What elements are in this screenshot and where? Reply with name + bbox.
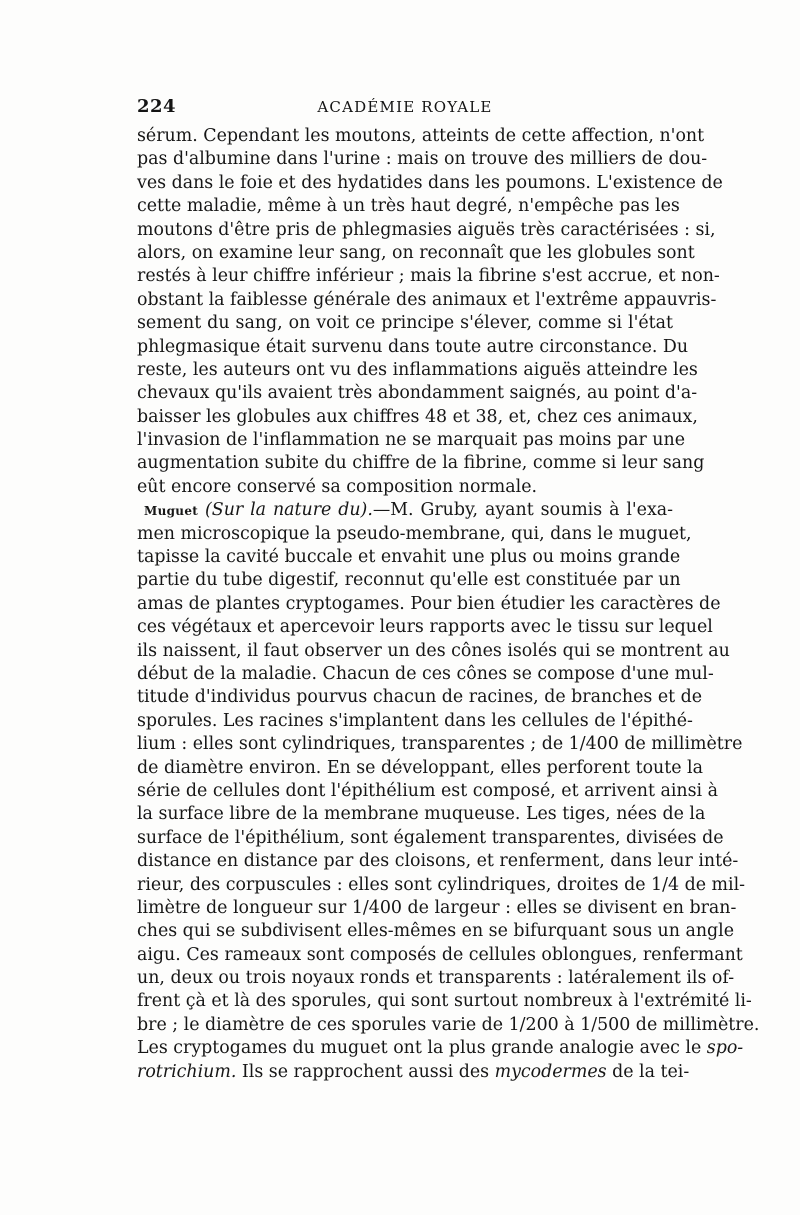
text-line: eût encore conservé sa composition normale. xyxy=(137,476,538,497)
page-header xyxy=(137,96,673,120)
text-line: bre ; le diamètre de ces sporules varie de 1/200 à 1/500 de millimètre. xyxy=(137,1014,760,1035)
text-line: partie du tube digestif, reconnut qu'elle est constituée par un xyxy=(137,570,681,591)
italic-term: spo- xyxy=(706,1038,744,1059)
italic-term: rotrichium. xyxy=(137,1061,237,1082)
text-line: pas d'albumine dans l'urine : mais on trouve des milliers de dou- xyxy=(137,149,708,170)
text-fragment: Ils se rapprochent aussi des xyxy=(236,1061,495,1082)
text-line: amas de plantes cryptogames. Pour bien étudier les caractères de xyxy=(137,593,721,614)
text-line: moutons d'être pris de phlegmasies aiguës très caractérisées : si, xyxy=(137,219,716,240)
text-line: sporules. Les racines s'implantent dans les cellules de l'épithé- xyxy=(137,710,693,731)
text-line: reste, les auteurs ont vu des inflammations aiguës atteindre les xyxy=(137,359,698,380)
text-line xyxy=(137,1061,690,1084)
text-line: aigu. Ces rameaux sont composés de cellules oblongues, renfermant xyxy=(137,944,743,965)
text-line: sérum. Cependant les moutons, atteints de cette affection, n'ont xyxy=(137,126,705,146)
text-line: ces végétaux et apercevoir leurs rapports avec le tissu sur lequel xyxy=(137,617,713,638)
text-line: obstant la faiblesse générale des animaux et l'extrême appauvris- xyxy=(137,289,717,310)
text-line: augmentation subite du chiffre de la fibrine, comme si leur sang xyxy=(137,453,705,474)
body-text xyxy=(137,125,760,1084)
text-line: lium : elles sont cylindriques, transparentes ; de 1/400 de millimètre xyxy=(137,734,743,755)
italic-term: mycodermes xyxy=(494,1061,607,1082)
text-line: baisser les globules aux chiffres 48 et 38, et, chez ces animaux, xyxy=(137,406,698,427)
text-line: rieur, des corpuscules : elles sont cylindriques, droites de 1/4 de mil- xyxy=(137,874,746,895)
text-line: surface de l'épithélium, sont également transparentes, divisées de xyxy=(137,827,724,848)
page-number: 224 xyxy=(137,96,177,117)
section-heading-word: Muguet xyxy=(144,504,199,519)
text-line: sement du sang, on voit ce principe s'élever, comme si l'état xyxy=(137,313,673,334)
running-title: ACADÉMIE ROYALE xyxy=(317,98,493,116)
text-line: men microscopique la pseudo-membrane, qui, dans le muguet, xyxy=(137,523,692,544)
text-line: phlegmasique était survenu dans toute autre circonstance. Du xyxy=(137,336,689,357)
text-line: série de cellules dont l'épithélium est composé, et arrivent ainsi à xyxy=(137,780,719,801)
text-line: restés à leur chiffre inférieur ; mais la fibrine s'est accrue, et non- xyxy=(137,266,720,287)
text-line: un, deux ou trois noyaux ronds et transparents : latéralement ils of- xyxy=(137,968,735,989)
text-line: distance en distance par des cloisons, et renferment, dans leur inté- xyxy=(137,851,739,872)
text-fragment: —M. Gruby, ayant soumis à l'exa- xyxy=(372,500,674,521)
section-heading-line xyxy=(137,499,673,522)
text-line: limètre de longueur sur 1/400 de largeur : elles se divisent en bran- xyxy=(137,897,737,918)
text-line: l'invasion de l'inflammation ne se marquait pas moins par une xyxy=(137,430,685,451)
text-line: tapisse la cavité buccale et envahit une plus ou moins grande xyxy=(137,547,681,568)
section-heading-title: (Sur la nature du). xyxy=(205,500,373,521)
text-line: chevaux qu'ils avaient très abondamment saignés, au point d'a- xyxy=(137,383,698,404)
text-line: titude d'individus pourvus chacun de racines, de branches et de xyxy=(137,687,703,708)
text-fragment: de la tei- xyxy=(606,1061,690,1082)
text-line: la surface libre de la membrane muqueuse. Les tiges, nées de la xyxy=(137,804,706,825)
text-line: frent çà et là des sporules, qui sont surtout nombreux à l'extrémité li- xyxy=(137,991,752,1012)
text-line: ils naissent, il faut observer un des cônes isolés qui se montrent au xyxy=(137,640,730,661)
text-line: ves dans le foie et des hydatides dans les poumons. L'existence de xyxy=(137,172,723,193)
text-line: cette maladie, même à un très haut degré, n'empêche pas les xyxy=(137,196,680,217)
text-line: début de la maladie. Chacun de ces cônes se compose d'une mul- xyxy=(137,663,714,684)
text-line xyxy=(137,1037,744,1060)
text-line: alors, on examine leur sang, on reconnaît que les globules sont xyxy=(137,242,695,263)
text-line: ches qui se subdivisent elles-mêmes en se bifurquant sous un angle xyxy=(137,921,735,942)
text-line: de diamètre environ. En se développant, elles perforent toute la xyxy=(137,757,703,778)
text-fragment: Les cryptogames du muguet ont la plus grande analogie avec le xyxy=(137,1038,707,1059)
